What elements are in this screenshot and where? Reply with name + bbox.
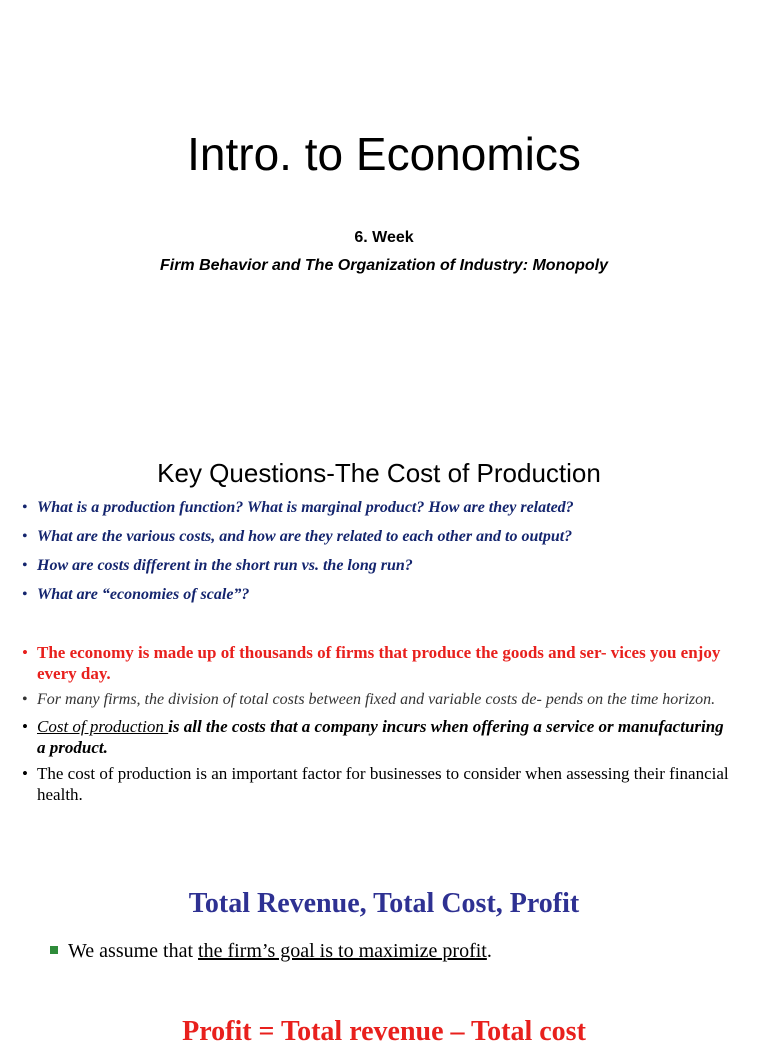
- bullet-icon: •: [22, 528, 28, 545]
- economy-statement: The economy is made up of thousands of firms that produce the goods and ser- vices you enjoy every day.: [37, 643, 721, 683]
- total-revenue-heading: Total Revenue, Total Cost, Profit: [188, 888, 580, 919]
- financial-health-statement: The cost of production is an important factor for businesses to consider when assessing their financial health.: [37, 764, 729, 804]
- cost-notes-list: [22, 642, 734, 805]
- bullet-icon: •: [22, 586, 28, 603]
- list-item: [22, 555, 752, 584]
- key-questions-list: [22, 497, 752, 613]
- cost-of-production-term: Cost of production: [37, 717, 169, 736]
- bullet-icon: •: [22, 643, 28, 662]
- slide-subtitle: Firm Behavior and The Organization of Industry: Monopoly: [159, 257, 608, 274]
- assumption-text: [68, 940, 492, 962]
- question-text: What are “economies of scale”?: [37, 586, 250, 603]
- time-horizon-statement: For many firms, the division of total costs between fixed and variable costs de- pends on the time horizon.: [37, 691, 716, 708]
- list-item: [22, 497, 752, 526]
- week-label: 6. Week: [354, 229, 414, 246]
- bullet-icon: •: [22, 717, 28, 736]
- cost-of-production-definition: is all the costs that a company incurs when offering a service or manufacturing a product.: [37, 717, 724, 757]
- list-item: [22, 642, 734, 684]
- question-text: What are the various costs, and how are they related to each other and to output?: [37, 528, 573, 545]
- assumption-bullet: [48, 938, 748, 964]
- list-item: [22, 763, 734, 805]
- question-text: What is a production function? What is marginal product? How are they related?: [37, 499, 574, 516]
- bullet-icon: •: [22, 557, 28, 574]
- square-bullet-icon: [50, 946, 58, 954]
- profit-heading: Profit = Total revenue – Total cost: [182, 1016, 586, 1047]
- slide-title: Intro. to Economics: [187, 128, 581, 180]
- list-item: [22, 526, 752, 555]
- question-text: How are costs different in the short run vs. the long run?: [37, 557, 413, 574]
- bullet-icon: •: [22, 691, 28, 708]
- bullet-icon: •: [22, 499, 28, 516]
- key-questions-heading: Key Questions-The Cost of Production: [157, 458, 601, 488]
- assumption-suffix: .: [486, 940, 492, 962]
- bullet-icon: •: [22, 764, 28, 783]
- list-item: [22, 689, 734, 710]
- list-item: [22, 716, 734, 758]
- assumption-goal: the firm’s goal is to maximize profit: [198, 940, 487, 962]
- assumption-prefix: We assume that: [68, 940, 199, 962]
- list-item: [22, 584, 752, 613]
